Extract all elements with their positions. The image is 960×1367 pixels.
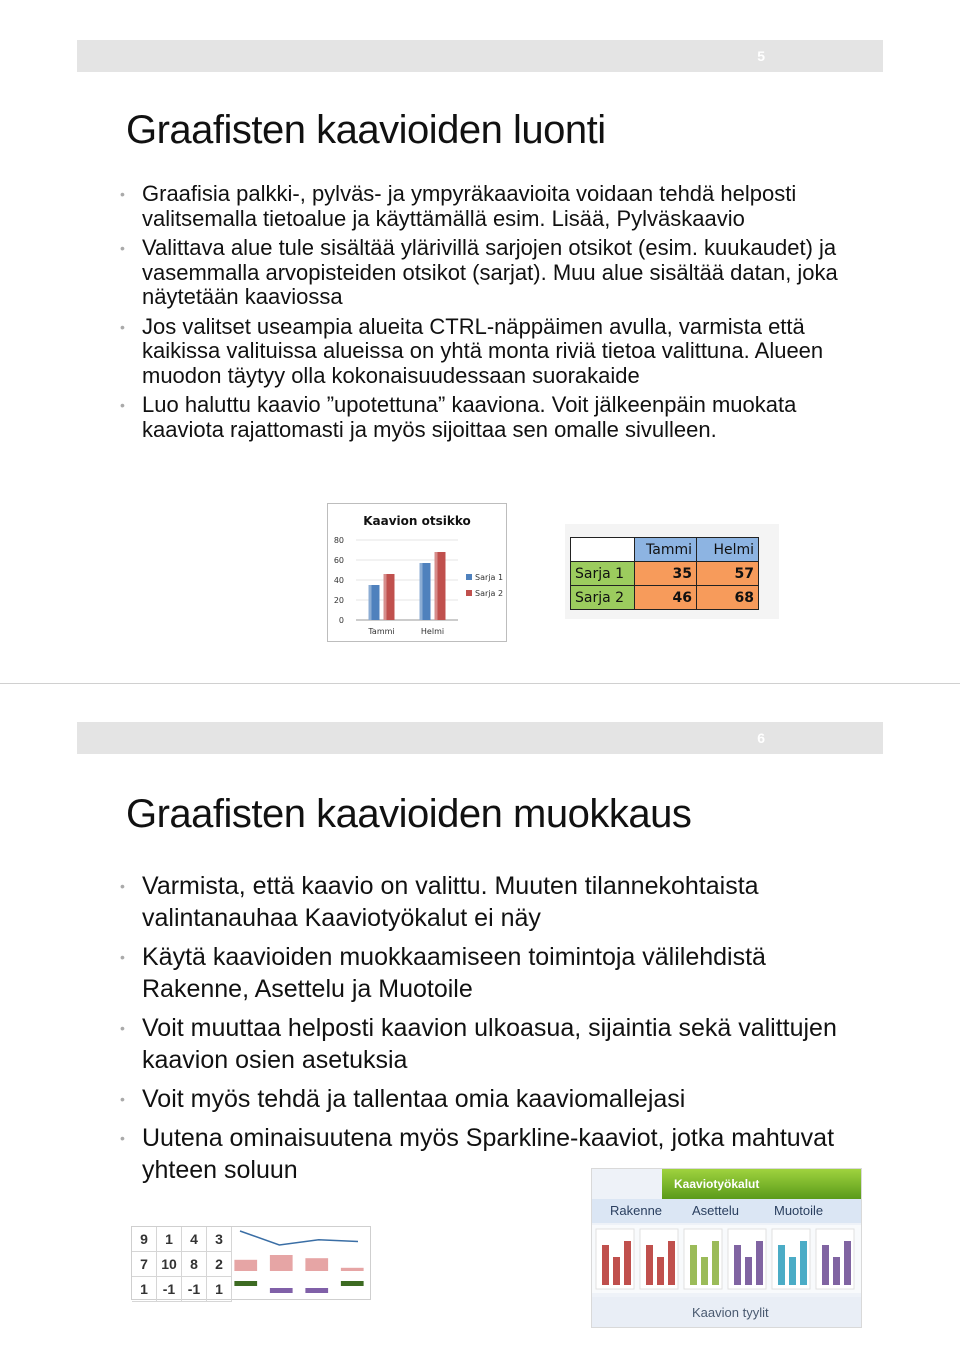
chart-style-gallery[interactable] xyxy=(592,1225,861,1293)
slide-title: Graafisten kaavioiden luonti xyxy=(126,108,606,152)
thumbnail-bar xyxy=(690,1245,697,1285)
table-cell: 7 xyxy=(132,1252,157,1277)
row-header: Sarja 2 xyxy=(571,586,635,610)
legend-label: Sarja 1 xyxy=(475,573,504,582)
bullet-item: • Luo haluttu kaavio ”upotettuna” kaaviona. Voit jälkeenpäin muokata kaaviota rajattomasti ja myös sijoittaa sen omalle sivulleen. xyxy=(120,393,840,442)
table-cell: 2 xyxy=(207,1252,232,1277)
bullet-item: • Varmista, että kaavio on valittu. Muuten tilannekohtaista valintanauhaa Kaaviotyökalut ei näy xyxy=(120,870,840,934)
y-tick-label: 0 xyxy=(338,616,344,625)
bullet-item: • Voit myös tehdä ja tallentaa omia kaaviomallejasi xyxy=(120,1083,840,1115)
y-tick-label: 40 xyxy=(333,576,344,585)
page-number: 6 xyxy=(757,730,765,746)
group-footer xyxy=(592,1297,861,1327)
table-cell: 4 xyxy=(182,1227,207,1252)
bar-highlight xyxy=(420,563,423,620)
column-sparkline-bar xyxy=(234,1260,257,1271)
y-tick-label: 20 xyxy=(333,596,344,605)
thumbnail-bar xyxy=(602,1245,609,1285)
line-sparkline xyxy=(240,1231,358,1245)
legend-swatch xyxy=(466,590,472,596)
chart-canvas xyxy=(328,504,506,641)
table-cell: 8 xyxy=(182,1252,207,1277)
bullet-list xyxy=(120,182,840,447)
thumbnail-bar xyxy=(646,1245,653,1285)
table-cell: 57 xyxy=(697,562,759,586)
style-thumbnails xyxy=(592,1225,861,1293)
table-cell: 35 xyxy=(635,562,697,586)
table-cell: -1 xyxy=(157,1277,182,1302)
sparklines xyxy=(228,1227,370,1299)
thumbnail-bar xyxy=(789,1257,796,1285)
table-cell: 3 xyxy=(207,1227,232,1252)
bullet-item: • Uutena ominaisuutena myös Sparkline-kaaviot, jotka mahtuvat yhteen soluun xyxy=(120,1122,840,1186)
winloss-sparkline-bar xyxy=(305,1288,328,1293)
sparkline-value-table xyxy=(132,1227,232,1302)
bar-highlight xyxy=(435,552,438,620)
table-cell: -1 xyxy=(182,1277,207,1302)
bullet-item: • Jos valitset useampia alueita CTRL-näppäimen avulla, varmista että kaikissa valituissa alueissa on yhtä monta riviä tietoa valittuna. Alueen muodon täytyy olla kokonaisuudessaan suorakaide xyxy=(120,315,840,389)
table-cell: 46 xyxy=(635,586,697,610)
table-cell: 68 xyxy=(697,586,759,610)
thumbnail-bar xyxy=(657,1257,664,1285)
slide-5 xyxy=(0,0,960,683)
column-sparkline-bar xyxy=(341,1268,364,1271)
bullet-item: • Käytä kaavioiden muokkaamiseen toimintoja välilehdistä Rakenne, Asettelu ja Muotoile xyxy=(120,941,840,1005)
thumbnail-bar xyxy=(822,1245,829,1285)
thumbnail-bar xyxy=(624,1241,631,1285)
winloss-sparkline-bar xyxy=(341,1281,364,1286)
row-header: Sarja 1 xyxy=(571,562,635,586)
context-title: Kaaviotyökalut xyxy=(674,1177,760,1191)
thumbnail-bar xyxy=(668,1241,675,1285)
tab-rakenne[interactable]: Rakenne xyxy=(610,1203,663,1218)
x-tick-label: Helmi xyxy=(420,627,445,636)
thumbnail-bar xyxy=(778,1245,785,1285)
y-tick-label: 80 xyxy=(333,536,344,545)
thumbnail-bar xyxy=(613,1257,620,1285)
bullet-item: • Graafisia palkki-, pylväs- ja ympyräkaavioita voidaan tehdä helposti valitsemalla tietoalue ja käyttämällä esim. Lisää, Pylväskaavio xyxy=(120,182,840,231)
data-table-screenshot xyxy=(565,524,779,619)
sparkline-screenshot xyxy=(131,1226,371,1300)
table-cell: 9 xyxy=(132,1227,157,1252)
thumbnail-bar xyxy=(734,1245,741,1285)
column-sparkline-bar xyxy=(270,1255,293,1271)
column-sparkline-bar xyxy=(305,1258,328,1271)
column-header: Tammi xyxy=(635,538,697,562)
page-number-bar xyxy=(77,722,883,754)
thumbnail-bar xyxy=(844,1241,851,1285)
x-tick-label: Tammi xyxy=(368,627,395,636)
bullet-item: • Valittava alue tule sisältää ylärivillä sarjojen otsikot (esim. kuukaudet) ja vasemmalla arvopisteiden otsikot (sarjat). Muu alue sisältää datan, joka näytetään kaaviossa xyxy=(120,236,840,310)
slide-title: Graafisten kaavioiden muokkaus xyxy=(126,792,692,836)
page-number-bar xyxy=(77,40,883,72)
thumbnail-bar xyxy=(800,1241,807,1285)
winloss-sparkline-bar xyxy=(270,1288,293,1293)
group-label: Kaavion tyylit xyxy=(692,1305,769,1320)
tab-muotoile[interactable]: Muotoile xyxy=(774,1203,824,1218)
data-table xyxy=(570,537,759,610)
chart-tools-ribbon xyxy=(591,1168,862,1328)
thumbnail-bar xyxy=(833,1257,840,1285)
column-chart xyxy=(327,503,507,642)
thumbnail-bar xyxy=(712,1241,719,1285)
bar-highlight xyxy=(369,585,372,620)
legend-swatch xyxy=(466,574,472,580)
y-tick-label: 60 xyxy=(333,556,344,565)
bullet-item: • Voit muuttaa helposti kaavion ulkoasua, sijaintia sekä valittujen kaavion osien asetuksia xyxy=(120,1012,840,1076)
table-corner-cell xyxy=(571,538,635,562)
table-cell: 10 xyxy=(157,1252,182,1277)
legend-label: Sarja 2 xyxy=(475,589,504,598)
column-header: Helmi xyxy=(697,538,759,562)
bar-highlight xyxy=(384,574,387,620)
thumbnail-bar xyxy=(701,1257,708,1285)
table-cell: 1 xyxy=(157,1227,182,1252)
bullet-list xyxy=(120,870,840,1193)
page-number: 5 xyxy=(757,48,765,64)
thumbnail-bar xyxy=(745,1257,752,1285)
ribbon-tabs xyxy=(592,1199,861,1223)
tab-asettelu[interactable]: Asettelu xyxy=(692,1203,739,1218)
table-cell: 1 xyxy=(132,1277,157,1302)
chart-title: Kaavion otsikko xyxy=(363,514,471,528)
winloss-sparkline-bar xyxy=(234,1281,257,1286)
thumbnail-bar xyxy=(756,1241,763,1285)
table-cell: 1 xyxy=(207,1277,232,1302)
context-tab-header xyxy=(662,1169,861,1199)
